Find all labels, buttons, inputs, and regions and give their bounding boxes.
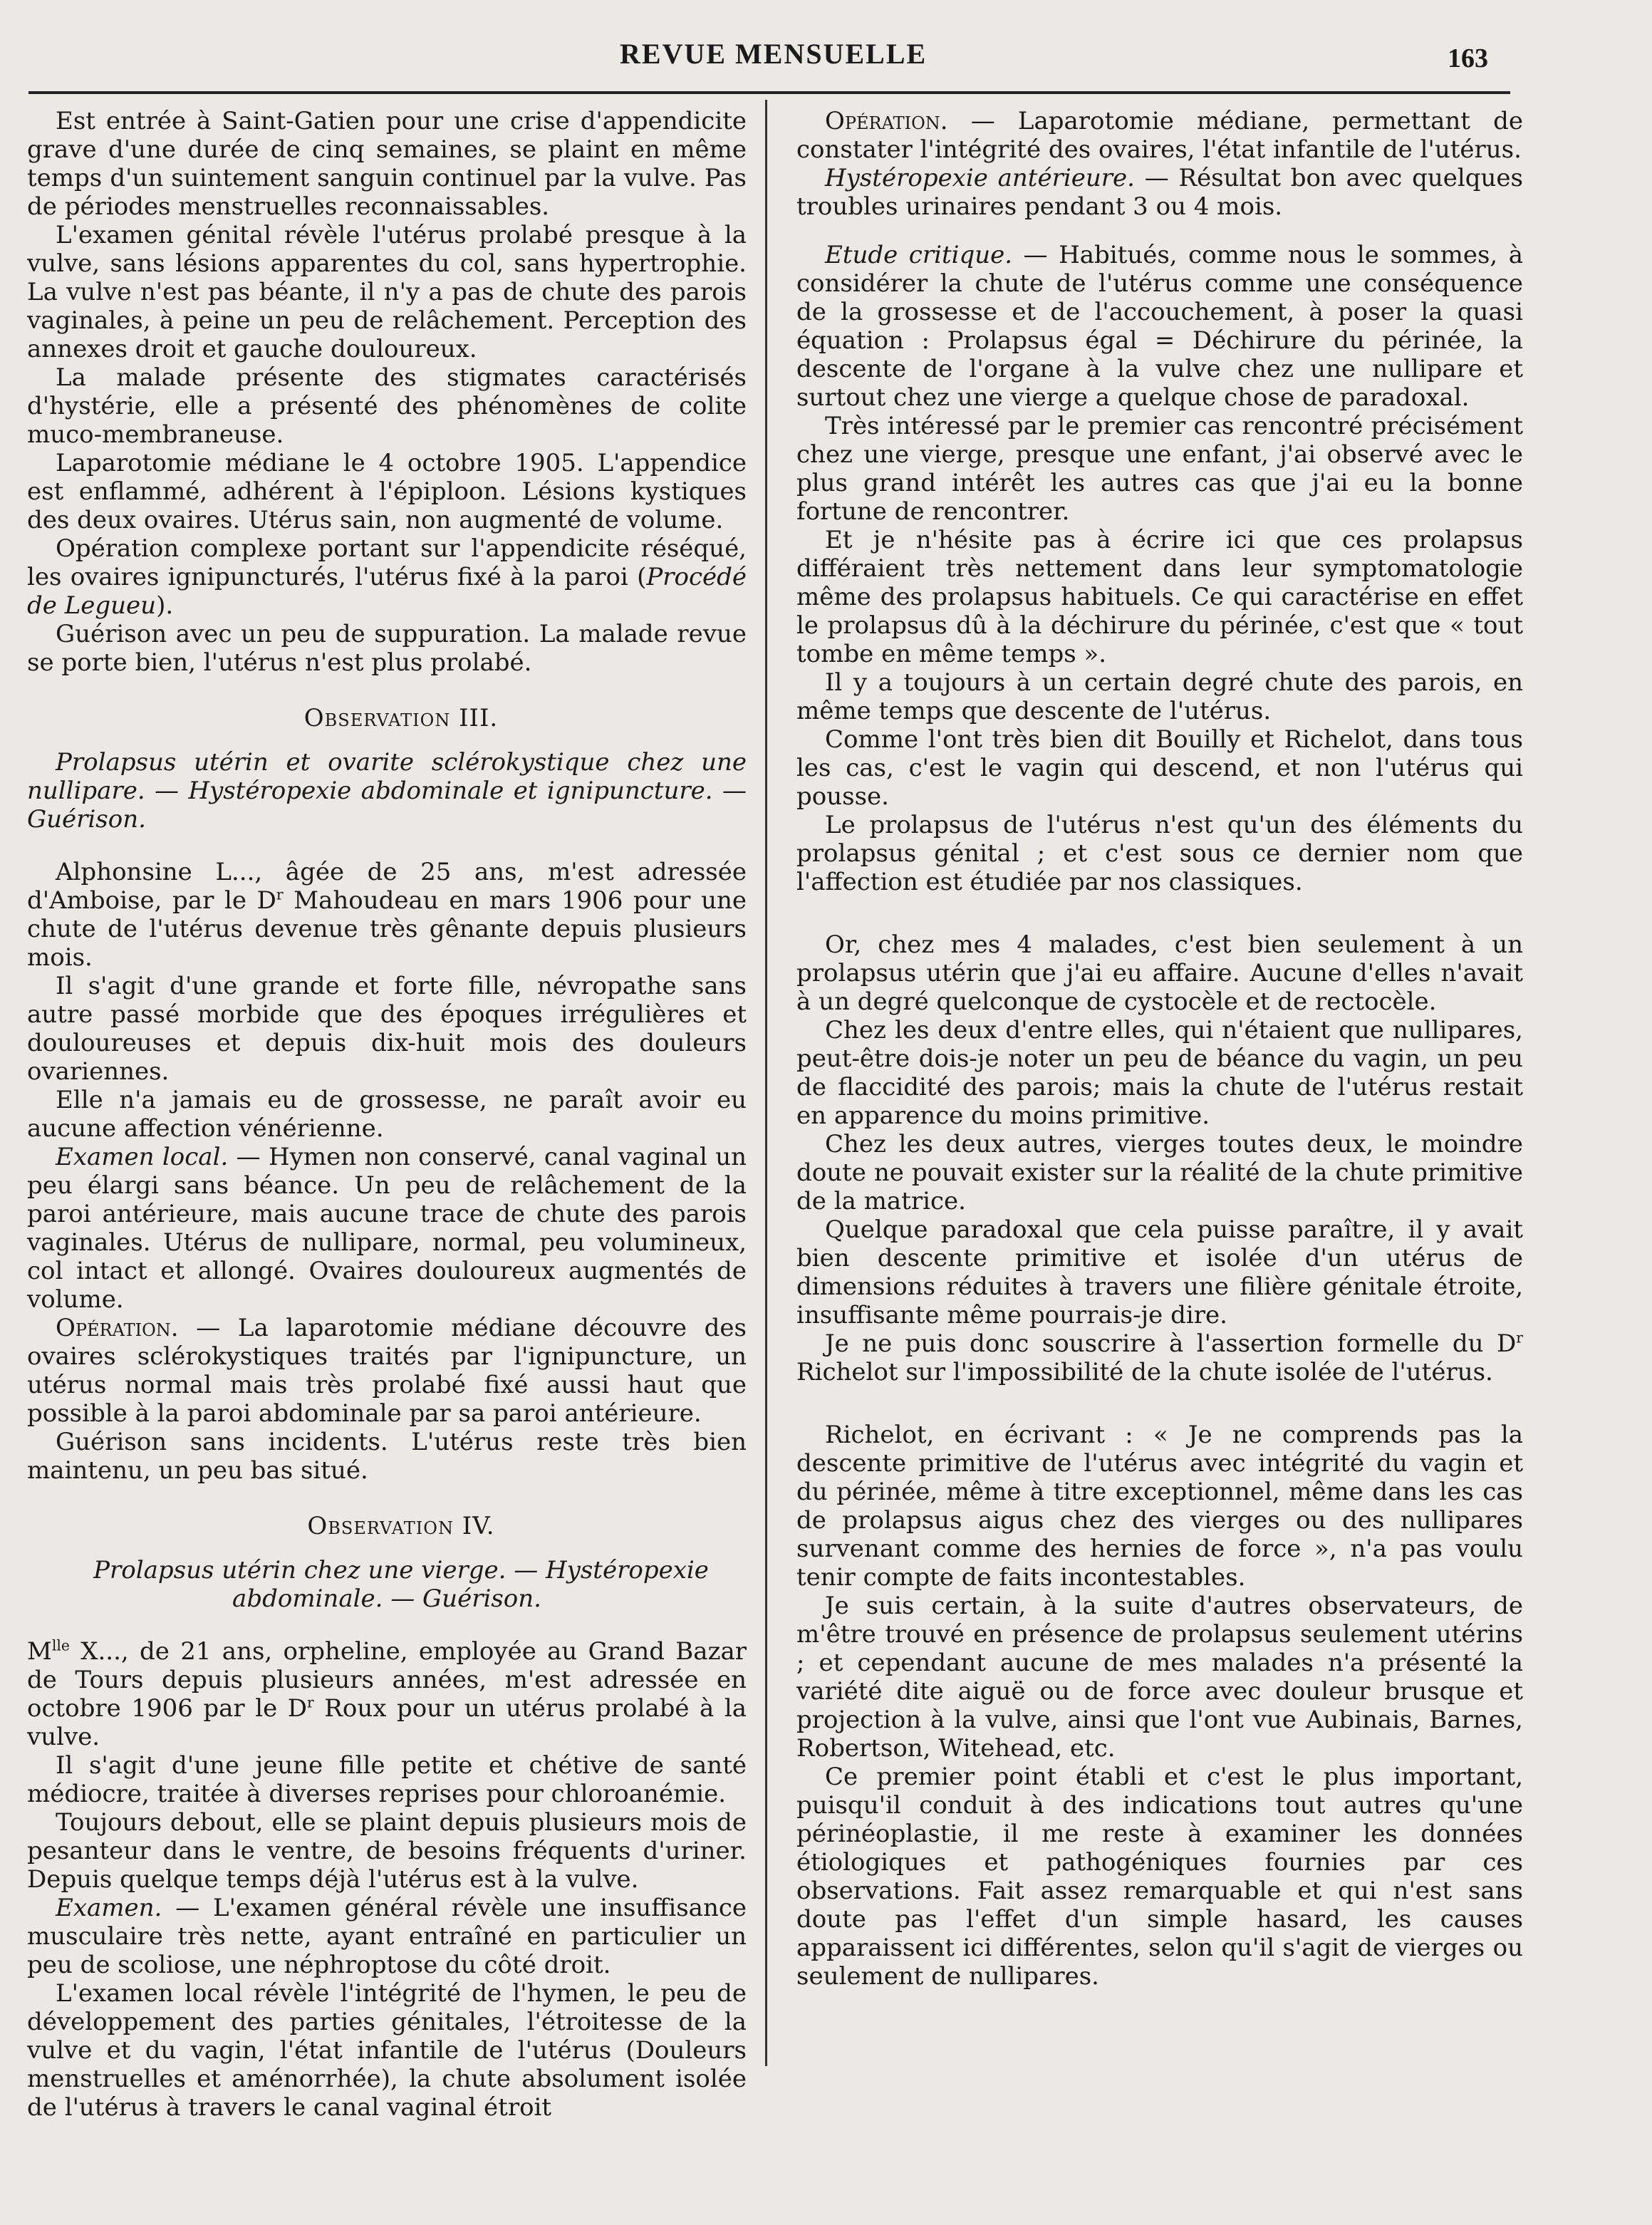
- paragraph: Or, chez mes 4 malades, c'est bien seulement à un prolapsus utérin que j'ai eu affaire. Aucune d'elles n'avait à un degré quelconque de cystocèle et de rectocèle.: [796, 930, 1523, 1016]
- text-span: — Hymen non conservé, canal vaginal un peu élargi sans béance. Un peu de relâchement de la paroi antérieure, mais aucune trace de chute des parois vaginales. Utérus de nullipare, normal, peu volumineux, col intact et allongé. Ovaires douloureux augmentés de volume.: [27, 1143, 747, 1314]
- text-span: ).: [156, 591, 174, 620]
- superscript: lle: [51, 1637, 70, 1654]
- page-number: 163: [1448, 43, 1488, 73]
- running-head: REVUE MENSUELLE: [620, 38, 928, 70]
- text-span: — L'examen général révèle une insuffisance musculaire très nette, ayant entraîné en particulier un peu de scoliose, une néphroptose du côté droit.: [27, 1894, 747, 1979]
- text-span: Richelot sur l'impossibilité de la chute isolée de l'utérus.: [796, 1358, 1493, 1386]
- paragraph: Il s'agit d'une grande et forte fille, névropathe sans autre passé morbide que des époques irrégulières et douloureuses et depuis dix-huit mois des douleurs ovariennes.: [27, 972, 747, 1086]
- paragraph: Guérison sans incidents. L'utérus reste très bien maintenu, un peu bas situé.: [27, 1428, 747, 1485]
- paragraph: [796, 107, 1523, 164]
- paragraph: Il y a toujours à un certain degré chute des parois, en même temps que descente de l'utérus.: [796, 668, 1523, 725]
- superscript: r: [1516, 1329, 1523, 1347]
- paragraph: [27, 534, 747, 620]
- paragraph: [796, 1329, 1523, 1386]
- paragraph: Il s'agit d'une jeune fille petite et chétive de santé médiocre, traitée à diverses reprises pour chloroanémie.: [27, 1751, 747, 1808]
- observation-title: Prolapsus utérin et ovarite sclérokystique chez une nullipare. — Hystéropexie abdominale et ignipuncture. — Guérison.: [27, 748, 747, 834]
- paragraph: [27, 1637, 747, 1751]
- paragraph: Comme l'ont très bien dit Bouilly et Richelot, dans tous les cas, c'est le vagin qui descend, et non l'utérus qui pousse.: [796, 725, 1523, 811]
- text-span: M: [27, 1637, 52, 1666]
- text-span: Je ne puis donc souscrire à l'assertion formelle du D: [825, 1329, 1517, 1358]
- italic-label: Examen.: [56, 1894, 162, 1922]
- paragraph: Et je n'hésite pas à écrire ici que ces prolapsus différaient très nettement dans leur symptomatologie même des prolapsus habituels. Ce qui caractérise en effet le prolapsus dû à la déchirure du périnée, c'est que « tout tombe en même temps ».: [796, 526, 1523, 668]
- paragraph: La malade présente des stigmates caractérisés d'hystérie, elle a présenté des phénomènes de colite muco-membraneuse.: [27, 363, 747, 449]
- column-divider: [765, 100, 767, 2066]
- text-span: Opération complexe portant sur l'appendicite réséqué, les ovaires ignipuncturés, l'utérus fixé à la paroi (: [27, 534, 747, 591]
- paragraph: Quelque paradoxal que cela puisse paraître, il y avait bien descente primitive et isolée d'un utérus de dimensions réduites à travers une filière génitale étroite, insuffisante même pourrais-je dire.: [796, 1215, 1523, 1329]
- paragraph: [27, 858, 747, 972]
- paragraph: Est entrée à Saint-Gatien pour une crise d'appendicite grave d'une durée de cinq semaines, se plaint en même temps d'un suintement sanguin continuel par la vulve. Pas de périodes menstruelles reconnaissables.: [27, 107, 747, 221]
- left-column: [27, 107, 747, 2122]
- superscript: r: [306, 1694, 314, 1711]
- text-span: — Laparotomie médiane, permettant de constater l'intégrité des ovaires, l'état infantile de l'utérus.: [796, 107, 1523, 164]
- paragraph: Chez les deux autres, vierges toutes deux, le moindre doute ne pouvait exister sur la réalité de la chute primitive de la matrice.: [796, 1130, 1523, 1215]
- smallcaps-label: Opération.: [825, 107, 948, 135]
- paragraph: Elle n'a jamais eu de grossesse, ne paraît avoir eu aucune affection vénérienne.: [27, 1086, 747, 1143]
- paragraph: L'examen local révèle l'intégrité de l'hymen, le peu de développement des parties génitales, l'étroitesse de la vulve et du vagin, l'état infantile de l'utérus (Douleurs menstruelles et aménorrhée), la chute absolument isolée de l'utérus à travers le canal vaginal étroit: [27, 1979, 747, 2122]
- paragraph: [796, 164, 1523, 221]
- observation-title: Prolapsus utérin chez une vierge. — Hystéropexie abdominale. — Guérison.: [93, 1556, 709, 1613]
- text-span: Roux pour un utérus prolabé à la vulve.: [27, 1694, 747, 1751]
- paragraph: Le prolapsus de l'utérus n'est qu'un des éléments du prolapsus génital ; et c'est sous ce dernier nom que l'affection est étudiée par nos classiques.: [796, 811, 1523, 896]
- paragraph: Toujours debout, elle se plaint depuis plusieurs mois de pesanteur dans le ventre, de besoins fréquents d'uriner. Depuis quelque temps déjà l'utérus est à la vulve.: [27, 1808, 747, 1894]
- paragraph: [27, 1894, 747, 1979]
- italic-label: Examen local.: [56, 1143, 229, 1171]
- observation-heading: Observation III.: [303, 704, 499, 732]
- paragraph: [27, 1143, 747, 1314]
- text-span: Alphonsine L..., âgée de 25 ans, m'est adressée d'Amboise, par le D: [27, 858, 747, 915]
- observation-heading: Observation IV.: [307, 1512, 495, 1540]
- italic-label: Hystéropexie antérieure.: [825, 164, 1135, 192]
- superscript: r: [276, 886, 284, 903]
- text-span: Mahoudeau en mars 1906 pour une chute de l'utérus devenue très gênante depuis plusieurs mois.: [27, 886, 747, 972]
- text-span: — Résultat bon avec quelques troubles urinaires pendant 3 ou 4 mois.: [796, 164, 1523, 221]
- italic-label: Etude critique.: [825, 241, 1013, 269]
- paragraph: L'examen génital révèle l'utérus prolabé presque à la vulve, sans lésions apparentes du col, sans hypertrophie. La vulve n'est pas béante, il n'y a pas de chute des parois vaginales, à peine un peu de relâchement. Perception des annexes droit et gauche douloureux.: [27, 221, 747, 363]
- paragraph: [27, 1314, 747, 1428]
- paragraph: Laparotomie médiane le 4 octobre 1905. L'appendice est enflammé, adhérent à l'épiploon. Lésions kystiques des deux ovaires. Utérus sain, non augmenté de volume.: [27, 449, 747, 534]
- smallcaps-label: Opération.: [56, 1314, 179, 1342]
- italic-span: Procédé de Legueu: [27, 563, 747, 620]
- text-span: — Habitués, comme nous le sommes, à considérer la chute de l'utérus comme une conséquence de la grossesse et de l'accouchement, à poser la quasi équation : Prolapsus égal = Déchirure du périnée, la descente de l'organe à la vulve chez une nullipare et surtout chez une vierge a quelque chose de paradoxal.: [796, 241, 1523, 412]
- paragraph: Richelot, en écrivant : « Je ne comprends pas la descente primitive de l'utérus avec intégrité du vagin et du périnée, même à titre exceptionnel, même dans les cas de prolapsus aigus chez des vierges ou des nullipares survenant comme des hernies de force », n'a pas voulu tenir compte de faits incontestables.: [796, 1421, 1523, 1592]
- header-rule: [28, 91, 1510, 94]
- paragraph: [796, 241, 1523, 412]
- text-span: X..., de 21 ans, orpheline, employée au Grand Bazar de Tours depuis plusieurs années, m'est adressée en octobre 1906 par le D: [27, 1637, 747, 1723]
- paragraph: Ce premier point établi et c'est le plus important, puisqu'il conduit à des indications tout autres qu'une périnéoplastie, il me reste à examiner les données étiologiques et pathogéniques fournies par ces observations. Fait assez remarquable et qui n'est sans doute pas l'effet d'un simple hasard, les causes apparaissent ici différentes, selon qu'il s'agit de vierges ou seulement de nullipares.: [796, 1763, 1523, 1991]
- text-span: — La laparotomie médiane découvre des ovaires sclérokystiques traités par l'ignipuncture, un utérus normal mais très prolabé fixé aussi haut que possible à la paroi abdominale par sa paroi antérieure.: [27, 1314, 747, 1428]
- paragraph: Très intéressé par le premier cas rencontré précisément chez une vierge, presque une enfant, j'ai observé avec le plus grand intérêt les autres cas que j'ai eu la bonne fortune de rencontrer.: [796, 412, 1523, 526]
- paragraph: Guérison avec un peu de suppuration. La malade revue se porte bien, l'utérus n'est plus prolabé.: [27, 620, 747, 677]
- paragraph: Chez les deux d'entre elles, qui n'étaient que nullipares, peut-être dois-je noter un peu de béance du vagin, un peu de flaccidité des parois; mais la chute de l'utérus restait en apparence du moins primitive.: [796, 1016, 1523, 1130]
- paragraph: Je suis certain, à la suite d'autres observateurs, de m'être trouvé en présence de prolapsus seulement utérins ; et cependant aucune de mes malades n'a présenté la variété dite aiguë ou de force avec douleur brusque et projection à la vulve, ainsi que l'ont vue Aubinais, Barnes, Robertson, Witehead, etc.: [796, 1592, 1523, 1763]
- right-column: [796, 107, 1523, 1991]
